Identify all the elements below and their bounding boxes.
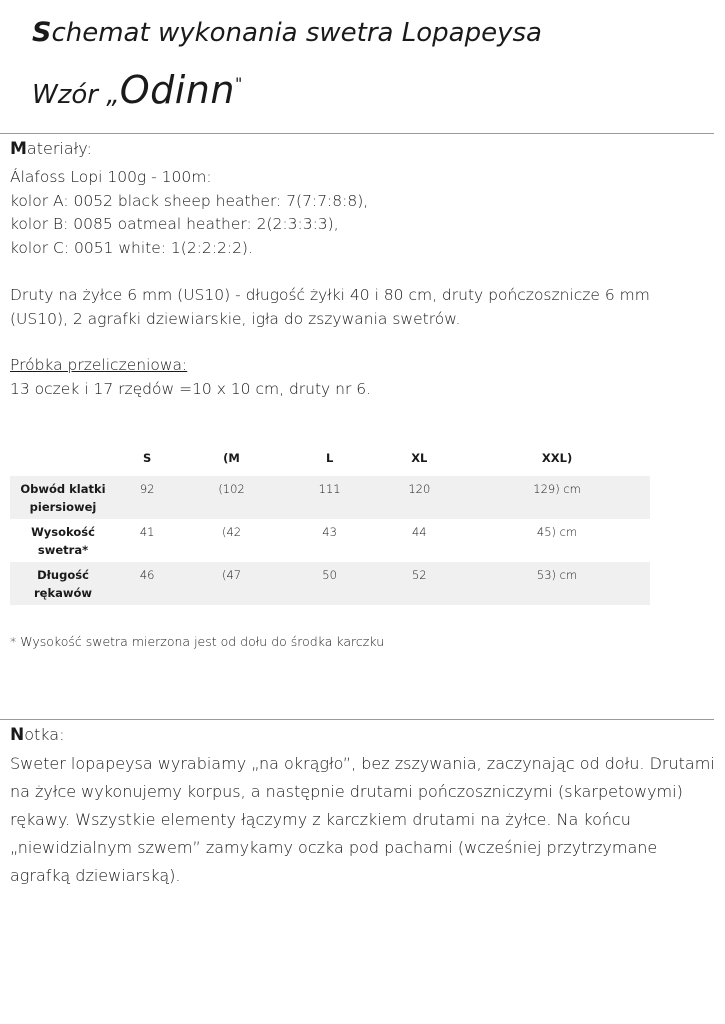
divider-note xyxy=(0,719,714,720)
page-title xyxy=(32,14,542,115)
divider-top xyxy=(0,133,714,134)
note-paragraph: Sweter lopapeysa wyrabiamy „na okrągło”, bez zszywania, zaczynając od dołu. Drutami na żyłce wykonujemy korpus, a następnie drutami pończoszniczymi (skarpetowymi) rękawy. Wszystkie elementy łączymy z karczkiem drutami na żyłce. Na końcu „niewidzialnym szwem” zamykamy oczka pod pachami (wcześniej przytrzymane agrafką dziewiarską). xyxy=(10,754,715,885)
table-row xyxy=(10,562,650,605)
title-initial: S xyxy=(32,17,52,48)
table-cell: 46 xyxy=(116,562,178,605)
table-header-cell: XXL) xyxy=(541,451,573,465)
table-cell: (102 xyxy=(178,476,284,519)
note-heading: Notka: xyxy=(10,725,65,745)
table-cell: 111 xyxy=(285,476,375,519)
needles-line: (US10), 2 agrafki dziewiarskie, igła do zszywania swetrów. xyxy=(10,309,461,328)
size-table xyxy=(10,440,650,605)
pattern-suffix: " xyxy=(234,74,243,93)
table-cell: 120 xyxy=(374,476,464,519)
pattern-name: Odinn xyxy=(119,68,235,112)
table-cell: 50 xyxy=(285,562,375,605)
title-line-1 xyxy=(32,14,542,52)
yarn-line: kolor B: 0085 oatmeal heather: 2(2:3:3:3), xyxy=(10,215,339,233)
table-cell: 45) cm xyxy=(536,525,578,539)
table-header-row xyxy=(10,440,650,476)
yarn-line: kolor C: 0051 white: 1(2:2:2:2). xyxy=(10,238,253,257)
materials-heading: Materiały: xyxy=(10,139,92,159)
row-label: Wysokość swetra* xyxy=(31,525,95,557)
pattern-prefix: Wzór „ xyxy=(32,80,120,110)
table-header-cell: L xyxy=(325,451,334,465)
gauge-label: Próbka przeliczeniowa: xyxy=(10,356,188,374)
row-label: Obwód klatki piersiowej xyxy=(10,476,116,519)
table-cell: 52 xyxy=(374,562,464,605)
table-cell: 53) cm xyxy=(464,562,650,605)
table-row xyxy=(10,476,650,519)
table-header-cell: S xyxy=(143,451,152,465)
table-row xyxy=(10,519,650,562)
gauge-block xyxy=(10,354,371,401)
table-cell: (47 xyxy=(178,562,284,605)
table-cell: (42 xyxy=(221,525,242,539)
table-footnote: * Wysokość swetra mierzona jest od dołu do środka karczku xyxy=(10,634,385,649)
title-text: chemat wykonania swetra Lopapeysa xyxy=(51,18,542,48)
pattern-name-line xyxy=(32,64,542,115)
yarn-line: Álafoss Lopi 100g - 100m: xyxy=(10,168,212,186)
needles-line: Druty na żyłce 6 mm (US10) - długość żyłki 40 i 80 cm, druty pończosznicze 6 mm xyxy=(10,286,650,304)
table-cell: 129) cm xyxy=(464,476,650,519)
yarn-list xyxy=(10,166,368,260)
gauge-value: 13 oczek i 17 rzędów =10 x 10 cm, druty nr 6. xyxy=(10,379,372,398)
table-cell: 43 xyxy=(322,525,337,539)
yarn-line: kolor A: 0052 black sheep heather: 7(7:7:8:8), xyxy=(10,191,369,210)
row-label: Długość rękawów xyxy=(10,562,116,605)
table-cell: 41 xyxy=(139,525,155,539)
table-header-cell: (M xyxy=(223,451,240,465)
table-header-cell: XL xyxy=(411,451,428,465)
table-cell: 92 xyxy=(116,476,178,519)
table-cell: 44 xyxy=(411,525,427,539)
table-header-cell xyxy=(10,440,116,476)
needles-text xyxy=(10,284,650,331)
